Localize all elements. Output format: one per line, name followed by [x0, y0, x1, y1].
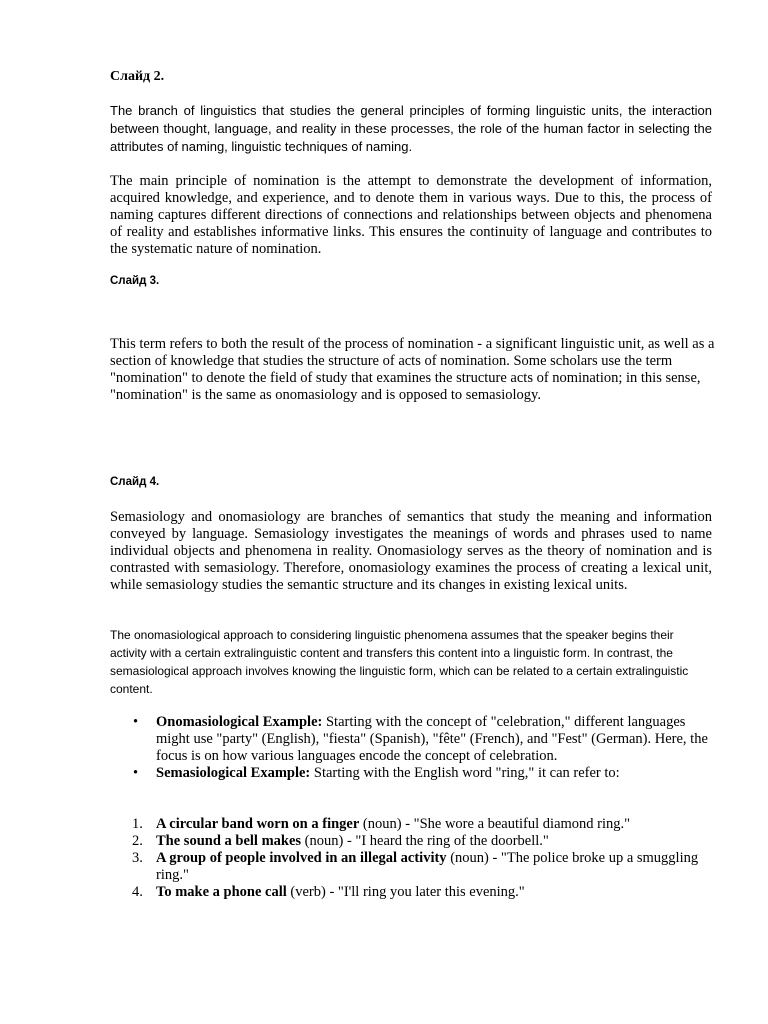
- list-item: [110, 833, 710, 850]
- list-number: 1.: [132, 816, 143, 832]
- bullet-bold-label: Semasiological Example:: [156, 765, 311, 781]
- meaning-text: (noun) - "She wore a beautiful diamond ring.": [359, 816, 631, 832]
- bullet-text: Starting with the English word "ring," it can refer to:: [310, 765, 620, 781]
- meaning-text: (verb) - "I'll ring you later this evening.": [286, 884, 525, 900]
- list-item: [110, 850, 710, 884]
- list-item: [110, 714, 710, 765]
- meaning-bold-label: A circular band worn on a finger: [156, 816, 360, 832]
- meaning-bold-label: To make a phone call: [156, 884, 287, 900]
- list-item: [110, 884, 710, 901]
- bullet-marker: •: [133, 714, 139, 730]
- slide-3-heading: Слайд 3.: [110, 275, 160, 287]
- list-number: 4.: [132, 884, 143, 900]
- meaning-bold-label: The sound a bell makes: [156, 833, 302, 849]
- examples-bullet-list: [110, 714, 710, 782]
- list-item: [110, 816, 710, 833]
- meaning-text: (noun) - "The police broke up a smuggling ring.": [156, 850, 699, 883]
- slide-2-heading: Слайд 2.: [110, 69, 165, 84]
- list-number: 3.: [132, 850, 143, 866]
- meaning-text: (noun) - "I heard the ring of the doorbell.": [301, 833, 549, 849]
- slide-2-paragraph-1: The branch of linguistics that studies the general principles of forming linguistic units, the interaction between thought, language, and reality in these processes, the role of the human factor in selecting the attributes of naming, linguistic techniques of naming.: [110, 103, 712, 155]
- bullet-bold-label: Onomasiological Example:: [156, 714, 323, 730]
- list-item: [110, 765, 710, 782]
- bullet-text: Starting with the concept of "celebration," different languages might use "party" (English), "fiesta" (Spanish), "fête" (French), and "Fest" (German). Here, the focus is on how various languages encode the concept of celebration.: [156, 714, 708, 764]
- slide-4-heading: Слайд 4.: [110, 476, 160, 488]
- bullet-marker: •: [133, 765, 139, 781]
- ring-meanings-numbered-list: [110, 816, 710, 901]
- slide-2-paragraph-2: The main principle of nomination is the attempt to demonstrate the development of information, acquired knowledge, and experience, and to denote them in various ways. Due to this, the process of naming captures different directions of connections and relationships between objects and phenomena of reality and establishes informative links. This ensures the continuity of language and contributes to the systematic nature of nomination.: [110, 173, 712, 257]
- meaning-bold-label: A group of people involved in an illegal activity: [156, 850, 447, 866]
- slide-4-paragraph-1: Semasiology and onomasiology are branches of semantics that study the meaning and information conveyed by language. Semasiology investigates the meanings of words and phrases used to name individual objects and phenomena in reality. Onomasiology serves as the theory of nomination and is contrasted with semasiology. Therefore, onomasiology examines the process of creating a lexical unit, while semasiology studies the semantic structure and its changes in existing lexical units.: [110, 509, 712, 593]
- slide-3-paragraph-1: This term refers to both the result of the process of nomination - a significant linguistic unit, as well as a section of knowledge that studies the structure of acts of nomination. Some scholars use the term "nomination" to denote the field of study that examines the structure acts of nomination; in this sense, "nomination" is the same as onomasiology and is opposed to semasiology.: [110, 336, 715, 403]
- list-number: 2.: [132, 833, 143, 849]
- slide-4-paragraph-2: The onomasiological approach to considering linguistic phenomena assumes that the speaker begins their activity with a certain extralinguistic content and transfers this content into a linguistic form. In contrast, the semasiological approach involves knowing the linguistic form, which can be related to a certain extralinguistic content.: [110, 628, 689, 696]
